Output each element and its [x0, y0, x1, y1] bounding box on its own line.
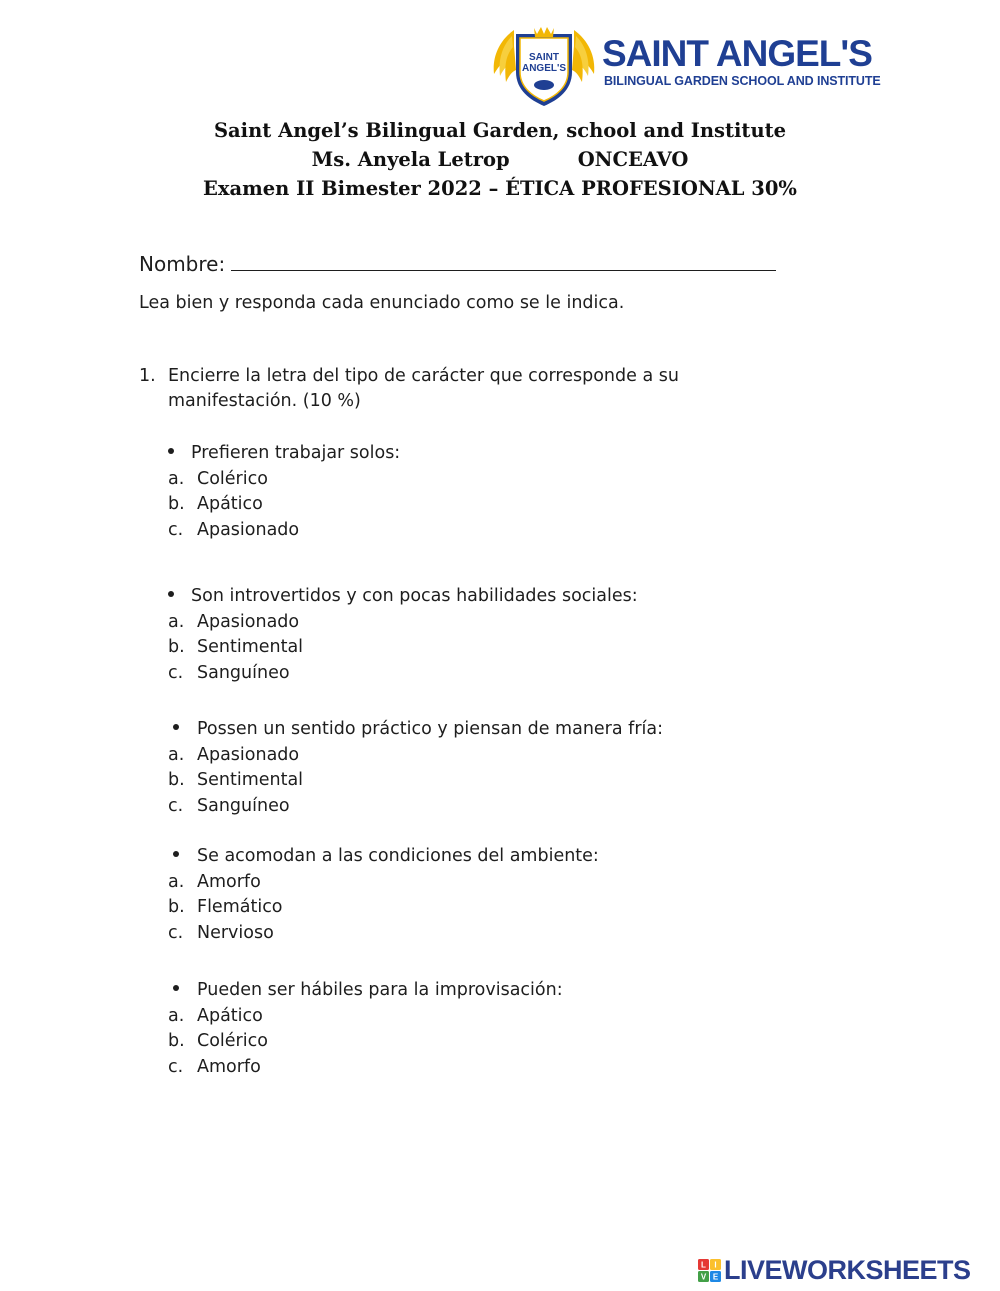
grade-label: ONCEAVO	[577, 148, 689, 171]
answer-option[interactable]	[168, 870, 599, 896]
school-name: Saint Angel’s Bilingual Garden, school and Institute	[213, 119, 787, 142]
option-text: Colérico	[197, 1031, 268, 1052]
option-text: Amorfo	[197, 871, 261, 892]
left-wing-icon	[494, 30, 516, 82]
answer-option[interactable]	[168, 895, 599, 921]
name-field	[139, 250, 776, 276]
option-text: Sentimental	[197, 770, 304, 791]
answer-option[interactable]	[168, 794, 663, 820]
answer-option[interactable]	[168, 518, 400, 544]
logo-block-letter: I	[714, 1260, 717, 1270]
item-stem	[168, 441, 400, 467]
option-letter: b.	[168, 637, 185, 658]
option-text: Nervioso	[197, 923, 274, 944]
question-number: 1.	[139, 366, 156, 386]
option-letter: c.	[168, 796, 184, 817]
item-stem-text: Pueden ser hábiles para la improvisación:	[197, 980, 563, 1000]
option-text: Sentimental	[197, 637, 304, 658]
item-stem	[168, 978, 563, 1004]
answer-option[interactable]	[168, 1055, 563, 1081]
question-item	[168, 441, 400, 544]
logo-block-letter: L	[701, 1260, 706, 1270]
answer-option[interactable]	[168, 921, 599, 947]
liveworksheets-text: LIVEWORKSHEETS	[724, 1255, 971, 1285]
option-letter: a.	[168, 871, 185, 892]
exam-header	[0, 116, 1000, 203]
answer-option[interactable]	[168, 610, 638, 636]
option-letter: c.	[168, 520, 184, 541]
item-stem-text: Prefieren trabajar solos:	[191, 443, 401, 463]
bullet-icon	[168, 448, 174, 454]
exam-title: Examen II Bimester 2022 – ÉTICA PROFESIONAL 30%	[203, 177, 797, 200]
option-letter: b.	[168, 494, 185, 515]
option-letter: b.	[168, 770, 185, 791]
crown-icon	[534, 27, 554, 37]
answer-option[interactable]	[168, 1029, 563, 1055]
question-1	[139, 364, 779, 414]
item-stem	[168, 717, 663, 743]
answer-option[interactable]	[168, 492, 400, 518]
school-logo	[490, 22, 881, 110]
brand-title: SAINT ANGEL'S	[602, 33, 872, 74]
name-blank-line[interactable]	[231, 250, 776, 271]
bullet-icon	[173, 985, 179, 991]
option-text: Apasionado	[197, 520, 300, 541]
bullet-icon	[173, 851, 179, 857]
answer-option[interactable]	[168, 1004, 563, 1030]
option-letter: a.	[168, 611, 185, 632]
teacher-grade-line	[0, 145, 1000, 174]
bullet-icon	[168, 591, 174, 597]
option-text: Amorfo	[197, 1057, 261, 1078]
crest-emblem-icon	[534, 80, 554, 90]
option-letter: b.	[168, 897, 185, 918]
option-text: Apasionado	[197, 611, 300, 632]
option-letter: b.	[168, 1031, 185, 1052]
option-text: Flemático	[197, 897, 283, 918]
option-letter: a.	[168, 1005, 185, 1026]
right-wing-icon	[572, 30, 594, 82]
answer-option[interactable]	[168, 635, 638, 661]
logo-block-letter: V	[700, 1272, 707, 1282]
option-text: Apasionado	[197, 744, 300, 765]
question-item	[168, 844, 599, 947]
item-stem-text: Se acomodan a las condiciones del ambiente:	[197, 846, 599, 866]
item-stem-text: Son introvertidos y con pocas habilidades sociales:	[191, 586, 638, 606]
option-letter: a.	[168, 468, 185, 489]
instructions: Lea bien y responda cada enunciado como se le indica.	[139, 293, 625, 313]
item-stem-text: Possen un sentido práctico y piensan de manera fría:	[197, 719, 664, 739]
item-stem	[168, 844, 599, 870]
answer-option[interactable]	[168, 467, 400, 493]
logo-block-letter: E	[712, 1272, 719, 1282]
crest-text-line-1: SAINT	[529, 52, 559, 63]
option-text: Sanguíneo	[197, 796, 290, 817]
question-text: Encierre la letra del tipo de carácter que corresponde a su manifestación. (10 %)	[168, 366, 679, 411]
question-item	[168, 717, 663, 820]
item-stem	[168, 584, 638, 610]
option-text: Apático	[197, 494, 263, 515]
option-text: Colérico	[197, 468, 268, 489]
option-letter: c.	[168, 923, 184, 944]
name-label: Nombre:	[139, 252, 226, 276]
question-item	[168, 978, 563, 1081]
bullet-icon	[173, 724, 179, 730]
answer-option[interactable]	[168, 768, 663, 794]
option-letter: a.	[168, 744, 185, 765]
option-text: Apático	[197, 1005, 263, 1026]
liveworksheets-watermark	[698, 1254, 994, 1286]
question-item	[168, 584, 638, 687]
brand-subtitle: BILINGUAL GARDEN SCHOOL AND INSTITUTE	[604, 74, 881, 88]
answer-option[interactable]	[168, 661, 638, 687]
crest-text-line-2: ANGEL'S	[521, 63, 567, 74]
option-letter: c.	[168, 663, 184, 684]
teacher-name: Ms. Anyela Letrop	[311, 148, 510, 171]
answer-option[interactable]	[168, 743, 663, 769]
liveworksheets-logo-icon	[698, 1259, 722, 1283]
option-letter: c.	[168, 1057, 184, 1078]
option-text: Sanguíneo	[197, 663, 290, 684]
crest-icon	[490, 22, 598, 108]
